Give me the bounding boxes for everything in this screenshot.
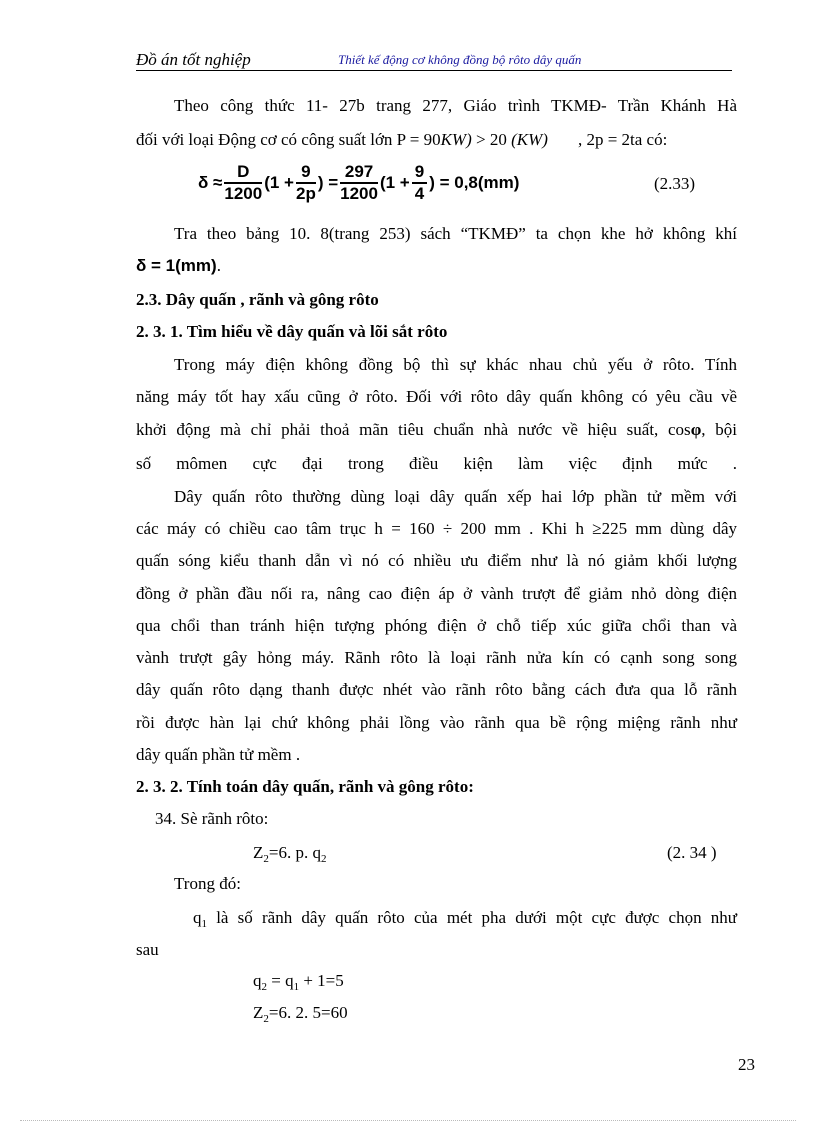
para3-line3-text: khởi động mà chỉ phải thoả mãn tiêu chuẩn nhà nước về hiệu suất, cos	[136, 420, 691, 439]
eq233-frac4: $\frac{9}{4}$	[412, 162, 427, 204]
para4-line5: qua chổi than tránh hiện tượng phóng điện ở chỗ tiếp xúc giữa chổi than và	[136, 616, 737, 635]
eq233-delta: δ ≈	[198, 173, 223, 192]
para1-line1: Theo công thức 11- 27b trang 277, Giáo trình TKMĐ- Trần Khánh Hà	[174, 96, 737, 115]
eq233-paren2: (1 +	[379, 173, 410, 192]
para3-line3-tail: , bội	[701, 420, 737, 439]
para3-line4: số mômen cực đại trong điều kiện làm việc định mức .	[136, 454, 737, 473]
header-title: Đồ án tốt nghiệp	[136, 50, 251, 69]
para1-kw2: (KW)	[511, 130, 548, 149]
page-number: 23	[738, 1055, 755, 1074]
heading-2-3: 2.3. Dây quấn , rãnh và gông rôto	[136, 290, 379, 309]
eq234-number: (2. 34 )	[667, 843, 717, 862]
para2-period: .	[216, 256, 221, 275]
para2-line2	[136, 256, 221, 276]
eq233-equals: ) =	[317, 173, 339, 192]
eq233-frac1: $\frac{D}{1200}$	[224, 162, 263, 203]
eq233-result: ) = 0,8(mm)	[429, 173, 520, 192]
para4-line8: rồi được hàn lại chứ không phải lồng vào rãnh qua bề rộng miệng rãnh như	[136, 713, 737, 732]
q1-definition: $q_1$ là số rãnh dây quấn rôto của mét pha dưới một cực được chọn như	[193, 908, 737, 930]
eq233-frac2: $\frac{9}{2p}$	[295, 162, 316, 203]
para3-line3	[136, 420, 737, 440]
para1-line2-text: đối với loại Động cơ có công suất lớn P = 90	[136, 130, 441, 149]
equation-2-33	[198, 160, 519, 206]
para2-line1: Tra theo bảng 10. 8(trang 253) sách “TKMĐ” ta chọn khe hở không khí	[174, 224, 737, 243]
heading-2-3-1: 2. 3. 1. Tìm hiểu về dây quấn và lõi sắt rôto	[136, 322, 448, 341]
delta-value: δ = 1(mm)	[136, 256, 217, 275]
page-bottom-border	[20, 1120, 796, 1121]
para4-line2: các máy có chiều cao tâm trục h = 160 ÷ 200 mm . Khi h ≥225 mm dùng dây	[136, 519, 737, 538]
para4-line9: dây quấn phần tử mềm .	[136, 745, 301, 764]
equation-q2: $q_2 = q_1 + 1=5$	[253, 971, 344, 993]
eq233-frac3: $\frac{297}{1200}$	[340, 162, 378, 203]
para1-tail: , 2p = 2ta có:	[577, 130, 668, 149]
header-rule	[136, 70, 732, 71]
eq233-paren1: (1 +	[264, 173, 294, 192]
para1-line2	[136, 130, 667, 150]
para1-gt: > 20	[471, 130, 512, 149]
phi-symbol: φ	[690, 420, 702, 439]
para4-line7: dây quấn rôto dạng thanh được nhét vào rãnh rôto bằng cách đưa qua lỗ rãnh	[136, 680, 737, 699]
equation-z2: $Z_2=6$. 2. 5=60	[253, 1003, 348, 1025]
header-subtitle: Thiết kế động cơ không đồng bộ rôto dây quấn	[338, 52, 582, 67]
q1-definition-cont: sau	[136, 940, 159, 959]
equation-2-34: $Z_2=6$. p. $q_2$	[253, 843, 327, 865]
para4-line3: quấn sóng kiểu thanh dẫn vì nó có nhiều ưu điểm như là nó giảm khối lượng	[136, 551, 737, 570]
para3-line2: năng máy tốt hay xấu cũng ở rôto. Đối với rôto dây quấn không có yêu cầu về	[136, 387, 737, 406]
para3-line1: Trong máy điện không đồng bộ thì sự khác nhau chủ yếu ở rôto. Tính	[174, 355, 737, 374]
item-34: 34. Sè rãnh rôto:	[155, 809, 269, 828]
eq233-number: (2.33)	[654, 174, 696, 193]
trong-do-label: Trong đó:	[174, 874, 241, 893]
para4-line1: Dây quấn rôto thường dùng loại dây quấn xếp hai lớp phần tử mềm với	[174, 487, 737, 506]
para4-line4: đồng ở phần đầu nối ra, nâng cao điện áp ở vành trượt để giảm nhỏ dòng điện	[136, 584, 737, 603]
para4-line6: vành trượt gây hỏng máy. Rãnh rôto là loại rãnh nửa kín có cạnh song song	[136, 648, 737, 667]
heading-2-3-2: 2. 3. 2. Tính toán dây quấn, rãnh và gông rôto:	[136, 777, 474, 796]
para1-kw1: KW)	[440, 130, 472, 149]
